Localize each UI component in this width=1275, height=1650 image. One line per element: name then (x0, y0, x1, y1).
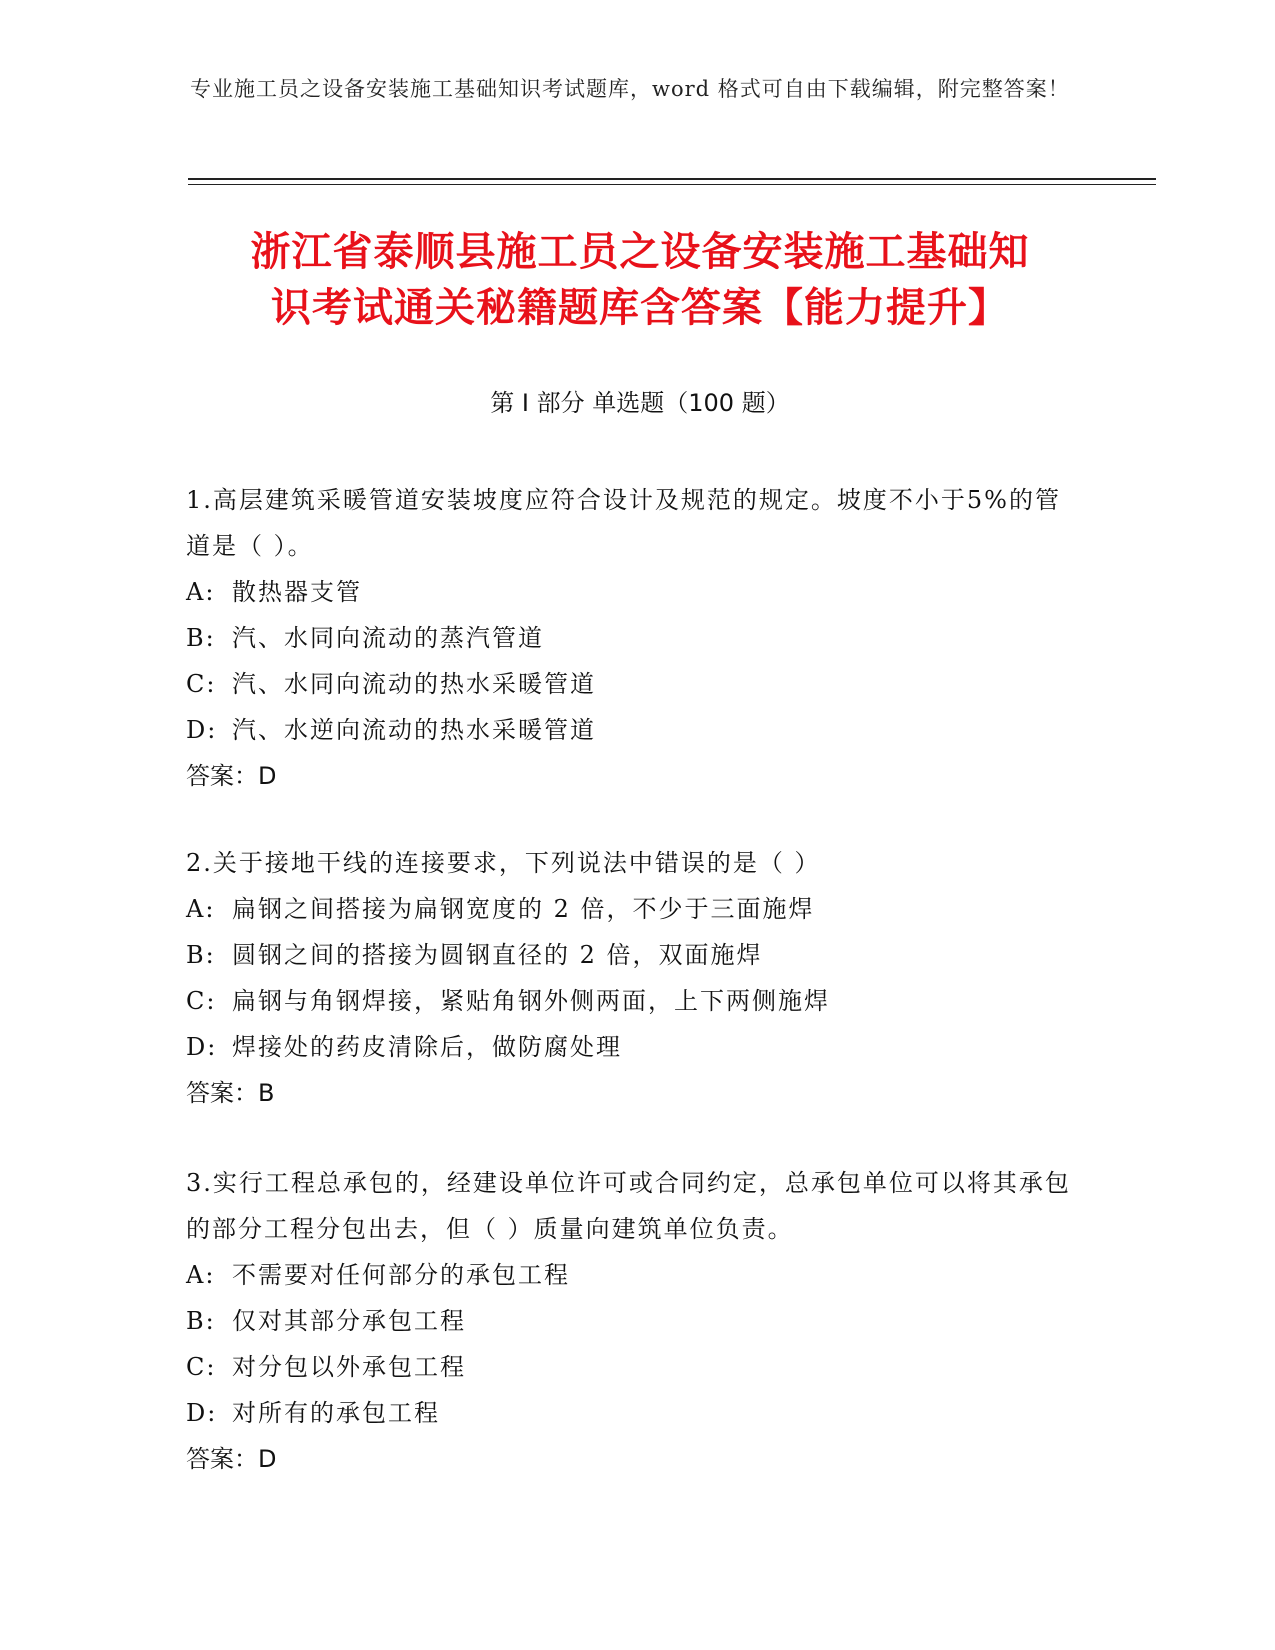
answer: 答案：D (186, 762, 277, 790)
option-key: B: (186, 941, 216, 969)
option-key: B: (186, 624, 216, 652)
header-rule-thin (188, 184, 1156, 185)
option-b (186, 932, 1076, 978)
option-text: 汽、水同向流动的蒸汽管道 (232, 624, 544, 652)
option-key: A: (186, 1261, 216, 1289)
option-key: A: (186, 578, 216, 606)
document-title (190, 224, 1090, 336)
option-text: 对所有的承包工程 (232, 1399, 440, 1427)
option-key: B: (186, 1307, 216, 1335)
option-d (186, 1390, 1076, 1436)
option-b (186, 615, 1076, 661)
document-title-line-1: 浙江省泰顺县施工员之设备安装施工基础知 (250, 229, 1030, 275)
header-note: 专业施工员之设备安装施工基础知识考试题库，word 格式可自由下载编辑，附完整答案！ (190, 77, 1070, 101)
option-d (186, 1024, 1076, 1070)
question-stem: 2.关于接地干线的连接要求，下列说法中错误的是（ ） (186, 849, 821, 877)
option-text: 汽、水逆向流动的热水采暖管道 (232, 716, 596, 744)
option-key: C: (186, 670, 217, 698)
answer: 答案：B (186, 1079, 275, 1107)
question-stem: 1.高层建筑采暖管道安装坡度应符合设计及规范的规定。坡度不小于5%的管道是（ ）。 (186, 486, 1061, 560)
option-text: 焊接处的药皮清除后，做防腐处理 (232, 1033, 622, 1061)
option-text: 汽、水同向流动的热水采暖管道 (232, 670, 596, 698)
option-key: A: (186, 895, 216, 923)
option-a (186, 886, 1076, 932)
document-title-line-2: 识考试通关秘籍题库含答案【能力提升】 (271, 285, 1009, 331)
option-text: 对分包以外承包工程 (232, 1353, 466, 1381)
option-d (186, 707, 1076, 753)
option-text: 散热器支管 (232, 578, 362, 606)
header-rule-thick (188, 178, 1156, 180)
option-a (186, 1252, 1076, 1298)
option-key: C: (186, 987, 217, 1015)
option-b (186, 1298, 1076, 1344)
answer: 答案：D (186, 1445, 277, 1473)
option-key: D: (186, 1033, 218, 1061)
option-key: D: (186, 716, 218, 744)
option-c (186, 1344, 1076, 1390)
option-key: C: (186, 1353, 217, 1381)
option-text: 扁钢与角钢焊接，紧贴角钢外侧两面，上下两侧施焊 (232, 987, 830, 1015)
option-text: 不需要对任何部分的承包工程 (232, 1261, 570, 1289)
question-2 (186, 840, 1076, 1116)
question-stem: 3.实行工程总承包的，经建设单位许可或合同约定，总承包单位可以将其承包的部分工程分包出去，但（ ）质量向建筑单位负责。 (186, 1169, 1071, 1243)
option-a (186, 569, 1076, 615)
section-heading: 第 I 部分 单选题（100 题） (490, 389, 790, 417)
option-text: 圆钢之间的搭接为圆钢直径的 2 倍，双面施焊 (232, 941, 763, 969)
question-3 (186, 1160, 1076, 1482)
option-c (186, 661, 1076, 707)
option-key: D: (186, 1399, 218, 1427)
option-c (186, 978, 1076, 1024)
option-text: 仅对其部分承包工程 (232, 1307, 466, 1335)
question-1 (186, 477, 1076, 799)
option-text: 扁钢之间搭接为扁钢宽度的 2 倍，不少于三面施焊 (232, 895, 815, 923)
